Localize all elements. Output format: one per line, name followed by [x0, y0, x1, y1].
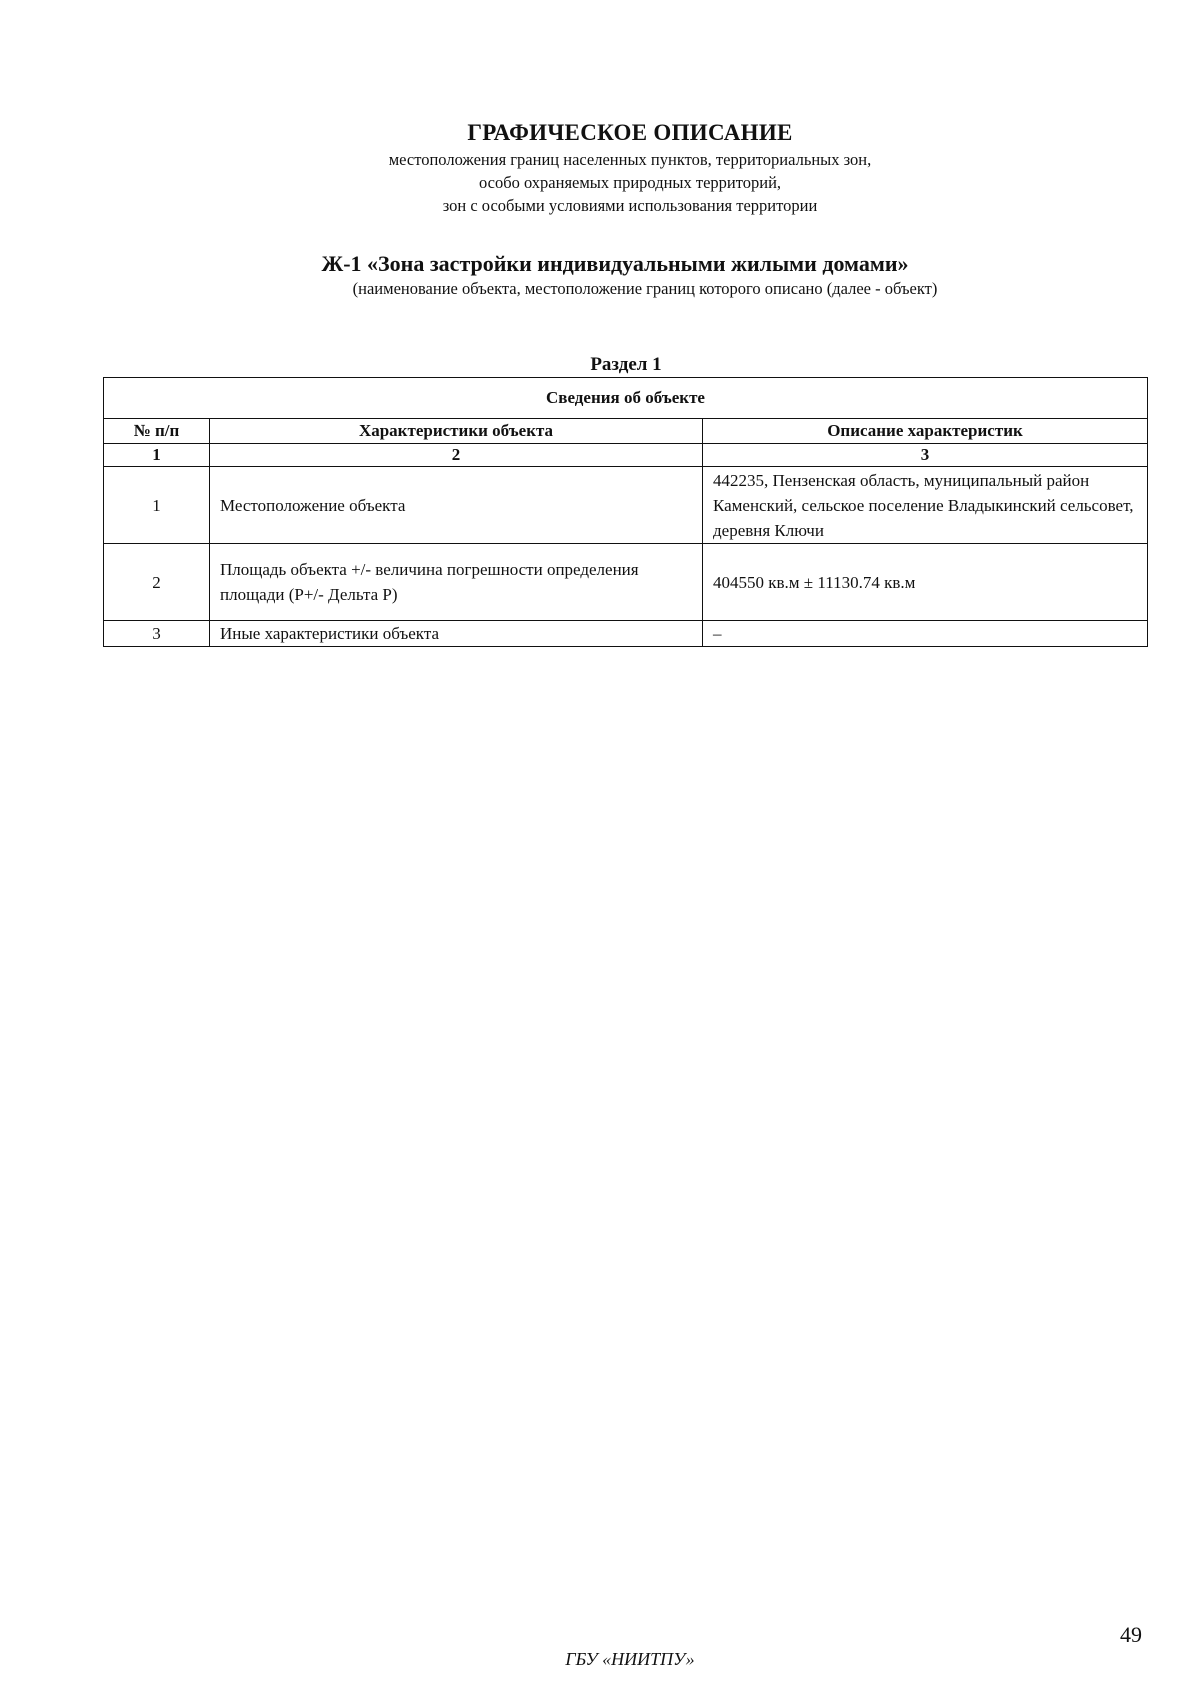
column-number-2: 2: [210, 444, 703, 467]
object-name: Ж-1 «Зона застройки индивидуальными жилыми домами»: [321, 251, 909, 276]
table-header-row: [104, 419, 1148, 444]
row-characteristic: Иные характеристики объекта: [210, 621, 703, 647]
column-number-row: [104, 444, 1148, 467]
column-number-1: 1: [104, 444, 210, 467]
subtitle-line-3: зон с особыми условиями использования территории: [442, 196, 818, 215]
header-description: Описание характеристик: [703, 419, 1148, 444]
subtitle-line-1: местоположения границ населенных пунктов, территориальных зон,: [388, 150, 872, 169]
document-header: [0, 118, 1200, 217]
table-caption: Сведения об объекте: [104, 378, 1148, 419]
object-block: [0, 250, 1200, 300]
column-number-3: 3: [703, 444, 1148, 467]
row-characteristic: Площадь объекта +/- величина погрешности определения площади (P+/- Дельта P): [210, 544, 703, 621]
document-title: ГРАФИЧЕСКОЕ ОПИСАНИЕ: [467, 120, 793, 145]
header-characteristic: Характеристики объекта: [210, 419, 703, 444]
row-description: 442235, Пензенская область, муниципальный район Каменский, сельское поселение Владыкинский сельсовет, деревня Ключи: [703, 467, 1148, 544]
object-info-table: [103, 377, 1148, 647]
page-number: 49: [1120, 1622, 1142, 1647]
row-number: 1: [104, 467, 210, 544]
row-description: 404550 кв.м ± 11130.74 кв.м: [703, 544, 1148, 621]
table-caption-row: [104, 378, 1148, 419]
row-characteristic: Местоположение объекта: [210, 467, 703, 544]
row-number: 2: [104, 544, 210, 621]
subtitle-line-2: особо охраняемых природных территорий,: [478, 173, 782, 192]
table-row: [104, 621, 1148, 647]
row-number: 3: [104, 621, 210, 647]
object-caption: (наименование объекта, местоположение границ которого описано (далее - объект): [352, 279, 938, 298]
header-number: № п/п: [104, 419, 210, 444]
row-description: –: [703, 621, 1148, 647]
table-row: [104, 544, 1148, 621]
footer-organization: ГБУ «НИИТПУ»: [565, 1649, 695, 1669]
section-title: Раздел 1: [590, 354, 662, 375]
table-row: [104, 467, 1148, 544]
